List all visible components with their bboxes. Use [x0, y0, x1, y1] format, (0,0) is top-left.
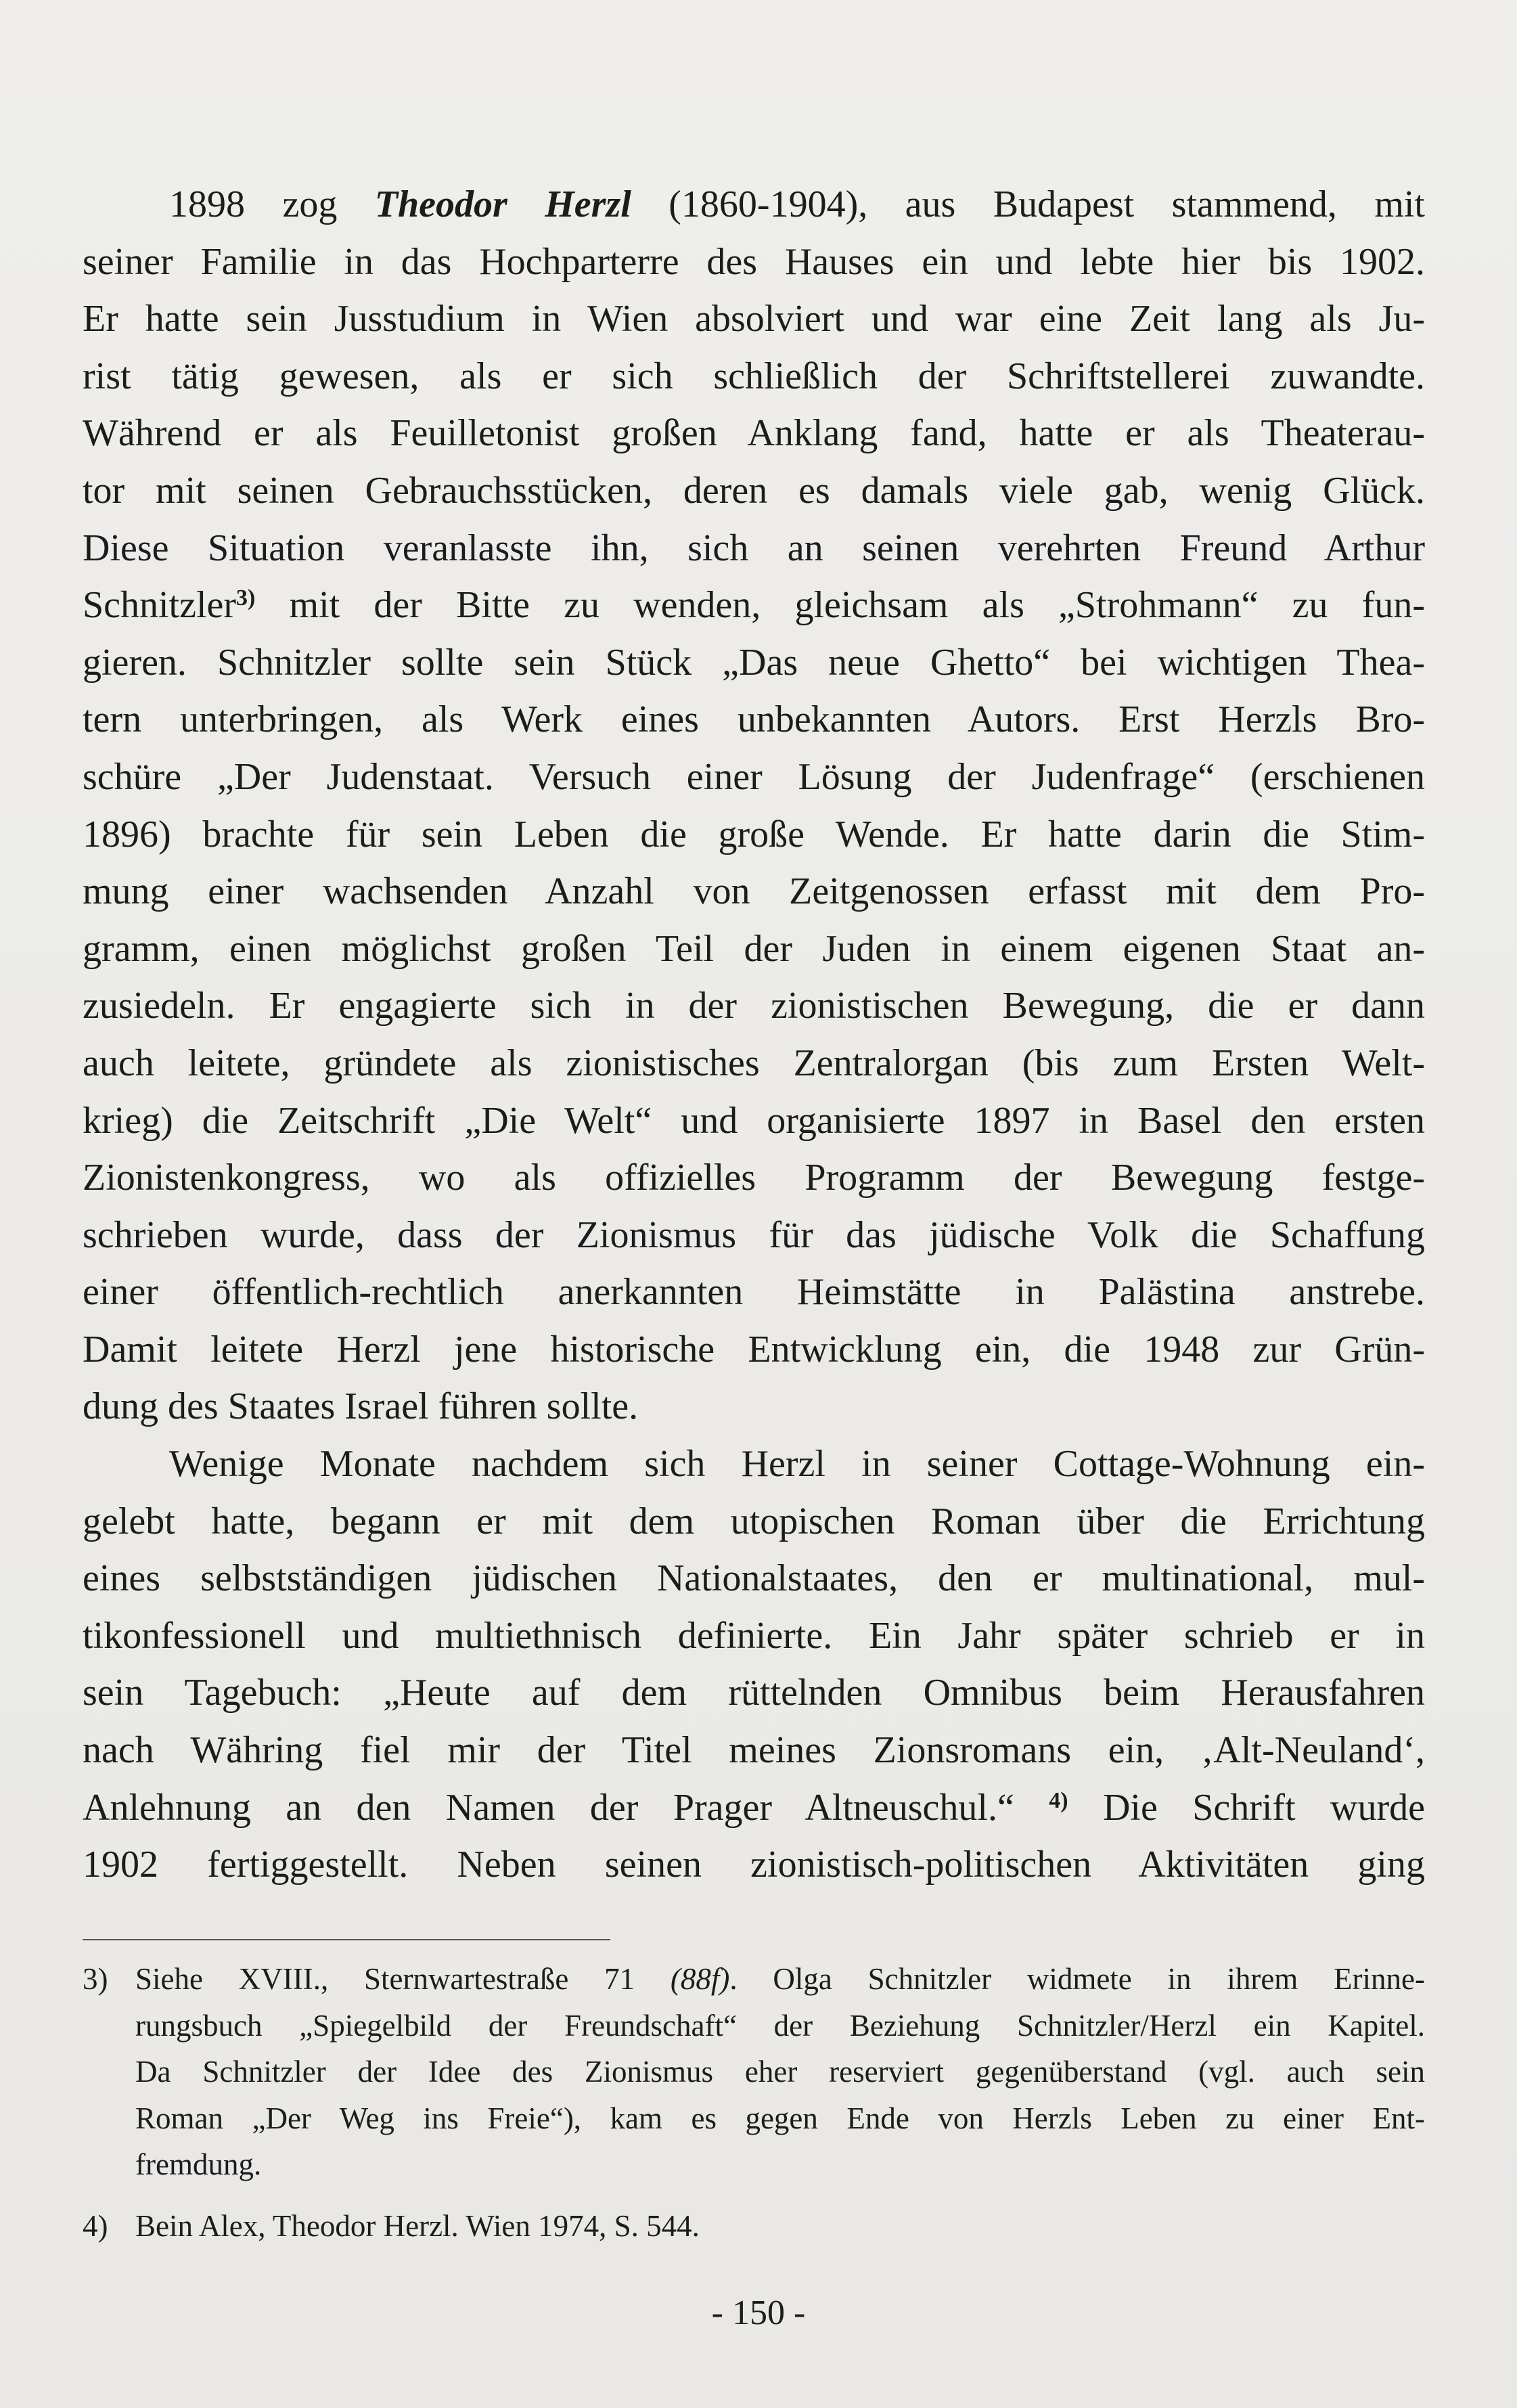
paragraph-1: [83, 176, 1425, 1435]
footnote-marker-4: 4): [1049, 1787, 1068, 1813]
text-line: eines selbstständigen jüdischen Nationalstaates, den er multinational, mul-: [83, 1557, 1425, 1600]
footnote-marker-3: 3): [236, 585, 256, 611]
footnote-number: 4): [83, 2208, 108, 2243]
text-line: gelebt hatte, begann er mit dem utopischen Roman über die Errichtung: [83, 1500, 1425, 1542]
text-line: rist tätig gewesen, als er sich schließlich der Schriftstellerei zuwandte.: [83, 355, 1425, 397]
footnote-number: 3): [83, 1962, 108, 1996]
paragraph-2: [83, 1435, 1425, 1894]
footnote-line: Da Schnitzler der Idee des Zionismus eher reserviert gegenüberstand (vgl. auch sein: [135, 2055, 1425, 2089]
text-line: auch leitete, gründete als zionistisches Zentralorgan (bis zum Ersten Welt-: [83, 1042, 1425, 1084]
footnote-line: Bein Alex, Theodor Herzl. Wien 1974, S. 544.: [135, 2208, 700, 2243]
text-line: dung des Staates Israel führen sollte.: [83, 1385, 639, 1428]
text-line: Anlehnung an den Namen der Prager Altneuschul.“ $^{4)}$ Die Schrift wurde: [83, 1786, 1425, 1829]
text-line: gieren. Schnitzler sollte sein Stück „Das neue Ghetto“ bei wichtigen Thea-: [83, 641, 1425, 684]
text-line: krieg) die Zeitschrift „Die Welt“ und organisierte 1897 in Basel den ersten: [83, 1099, 1425, 1142]
page-number: - 150 -: [711, 2294, 806, 2332]
text-line: 1902 fertiggestellt. Neben seinen zionistisch-politischen Aktivitäten ging: [83, 1844, 1425, 1886]
text-line: Während er als Feuilletonist großen Anklang fand, hatte er als Theaterau-: [83, 412, 1425, 455]
text-line: Damit leitete Herzl jene historische Entwicklung ein, die 1948 zur Grün-: [83, 1328, 1425, 1370]
footnote-line: fremdung.: [135, 2147, 262, 2181]
text-line: tern unterbringen, als Werk eines unbekannten Autors. Erst Herzls Bro-: [83, 698, 1425, 741]
person-name-herzl: Theodor Herzl: [374, 183, 631, 225]
text-line: Schnitzler$^{3)}$ mit der Bitte zu wenden, gleichsam als „Strohmann“ zu fun-: [83, 584, 1425, 627]
text-line: einer öffentlich-rechtlich anerkannten Heimstätte in Palästina anstrebe.: [83, 1271, 1425, 1314]
footnote-divider: [83, 1939, 610, 1940]
text-line: Er hatte sein Jusstudium in Wien absolviert und war eine Zeit lang als Ju-: [83, 298, 1425, 340]
text-line: schüre „Der Judenstaat. Versuch einer Lösung der Judenfrage“ (erschienen: [83, 755, 1425, 798]
footnote-line: Roman „Der Weg ins Freie“), kam es gegen Ende von Herzls Leben zu einer Ent-: [135, 2101, 1425, 2135]
text-line: nach Währing fiel mir der Titel meines Zionsromans ein, ‚Alt-Neuland‘,: [83, 1729, 1425, 1772]
text-line: 1896) brachte für sein Leben die große Wende. Er hatte darin die Stim-: [83, 813, 1425, 855]
text-line: Diese Situation veranlasste ihn, sich an seinen verehrten Freund Arthur: [83, 527, 1425, 569]
text-line: mung einer wachsenden Anzahl von Zeitgenossen erfasst mit dem Pro-: [83, 870, 1425, 913]
text-line: Wenige Monate nachdem sich Herzl in seiner Cottage-Wohnung ein-: [169, 1443, 1425, 1486]
text-line: Zionistenkongress, wo als offizielles Programm der Bewegung festge-: [83, 1157, 1425, 1199]
text-line: zusiedeln. Er engagierte sich in der zionistischen Bewegung, die er dann: [83, 985, 1425, 1027]
text-line: schrieben wurde, dass der Zionismus für das jüdische Volk die Schaffung: [83, 1213, 1425, 1256]
text-line: sein Tagebuch: „Heute auf dem rüttelnden Omnibus beim Herausfahren: [83, 1672, 1425, 1714]
main-text: [83, 176, 1425, 1894]
footnote-line: Siehe XVIII., Sternwartestraße 71 (88f). Olga Schnitzler widmete in ihrem Erinne-: [135, 1962, 1425, 1996]
footnote-4: [83, 2203, 1425, 2250]
text-line: tor mit seinen Gebrauchsstücken, deren es damals viele gab, wenig Glück.: [83, 469, 1425, 512]
footnote-3: [83, 1956, 1425, 2188]
text-line: 1898 zog Theodor Herzl (1860-1904), aus Budapest stammend, mit: [169, 183, 1425, 225]
footnote-line: rungsbuch „Spiegelbild der Freundschaft“ der Beziehung Schnitzler/Herzl ein Kapitel.: [135, 2008, 1425, 2043]
text-line: gramm, einen möglichst großen Teil der Juden in einem eigenen Staat an-: [83, 927, 1425, 970]
text-line: seiner Familie in das Hochparterre des Hauses ein und lebte hier bis 1902.: [83, 240, 1425, 283]
footnotes: [83, 1956, 1425, 2264]
page-reference: (88f): [670, 1962, 730, 1996]
text-line: tikonfessionell und multiethnisch definierte. Ein Jahr später schrieb er in: [83, 1614, 1425, 1657]
